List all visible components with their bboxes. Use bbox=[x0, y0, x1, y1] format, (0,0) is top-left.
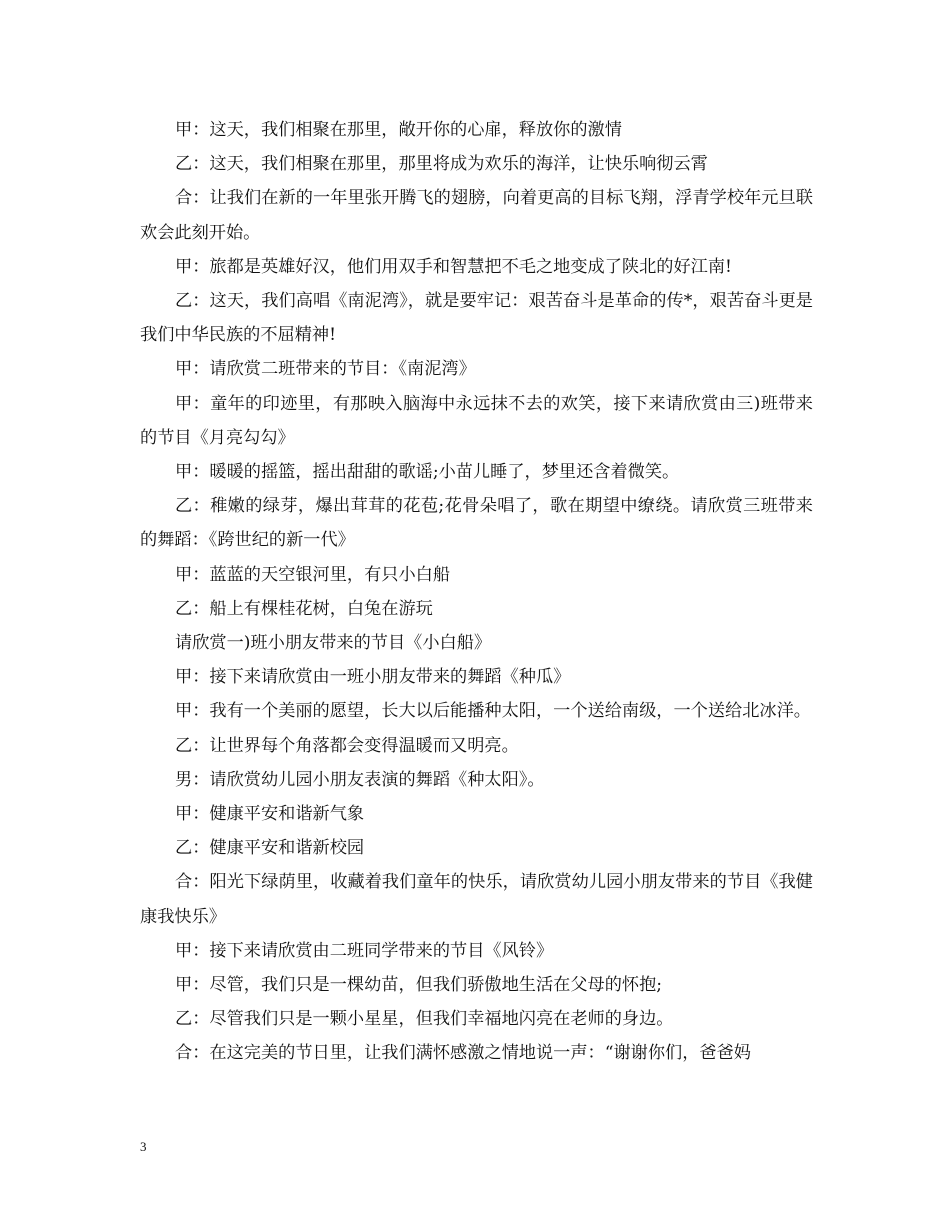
paragraph: 男：请欣赏幼儿园小朋友表演的舞蹈《种太阳》。 bbox=[175, 769, 545, 790]
paragraph: 甲：请欣赏二班带来的节目：《南泥湾》 bbox=[175, 359, 476, 380]
paragraph: 合：让我们在新的一年里张开腾飞的翅膀，向着更高的目标飞翔，浮青学校年元旦联欢会此刻开始。 bbox=[140, 188, 813, 243]
page-number: 3 bbox=[140, 1139, 147, 1154]
paragraph: 甲：尽管，我们只是一棵幼苗，但我们骄傲地生活在父母的怀抱; bbox=[175, 975, 663, 996]
paragraph: 乙：船上有棵桂花树，白兔在游玩 bbox=[175, 598, 433, 619]
paragraph: 合：在这完美的节日里，让我们满怀感激之情地说一声：“谢谢你们，爸爸妈 bbox=[175, 1043, 751, 1064]
paragraph: 甲：旅都是英雄好汉，他们用双手和智慧把不毛之地变成了陕北的好江南! bbox=[175, 256, 732, 277]
paragraph: 乙：这天，我们相聚在那里，那里将成为欢乐的海洋，让快乐响彻云霄 bbox=[175, 154, 708, 175]
paragraph: 甲：这天，我们相聚在那里，敞开你的心扉，释放你的激情 bbox=[175, 120, 622, 140]
paragraph: 甲：蓝蓝的天空银河里，有只小白船 bbox=[175, 564, 451, 585]
paragraph: 甲：接下来请欣赏由一班小朋友带来的舞蹈《种瓜》 bbox=[175, 667, 571, 688]
paragraph: 合：阳光下绿荫里，收藏着我们童年的快乐，请欣赏幼儿园小朋友带来的节目《我健康我快乐》 bbox=[140, 872, 813, 927]
paragraph: 乙：稚嫩的绿芽，爆出茸茸的花苞;花骨朵唱了，歌在期望中缭绕。请欣赏三班带来的舞蹈：《跨世纪的新一代》 bbox=[140, 496, 813, 551]
document-body bbox=[140, 113, 813, 1071]
paragraph: 请欣赏一)班小朋友带来的节目《小白船》 bbox=[175, 633, 492, 654]
paragraph: 乙：尽管我们只是一颗小星星，但我们幸福地闪亮在老师的身边。 bbox=[175, 1009, 674, 1030]
paragraph: 乙：让世界每个角落都会变得温暖而又明亮。 bbox=[175, 735, 519, 756]
paragraph: 乙：健康平安和谐新校园 bbox=[175, 838, 365, 859]
paragraph: 乙：这天，我们高唱《南泥湾》，就是要牢记：艰苦奋斗是革命的传*，艰苦奋斗更是我们中华民族的不屈精神! bbox=[140, 291, 813, 346]
paragraph: 甲：健康平安和谐新气象 bbox=[175, 804, 365, 825]
paragraph: 甲：我有一个美丽的愿望，长大以后能播种太阳，一个送给南级，一个送给北冰洋。 bbox=[175, 701, 811, 722]
paragraph: 甲：接下来请欣赏由二班同学带来的节目《风铃》 bbox=[175, 940, 554, 961]
paragraph: 甲：暖暖的摇篮，摇出甜甜的歌谣;小苗儿睡了，梦里还含着微笑。 bbox=[175, 462, 680, 483]
paragraph: 甲：童年的印迹里，有那映入脑海中永远抹不去的欢笑，接下来请欣赏由三)班带来的节目《月亮勾勾》 bbox=[140, 393, 813, 448]
